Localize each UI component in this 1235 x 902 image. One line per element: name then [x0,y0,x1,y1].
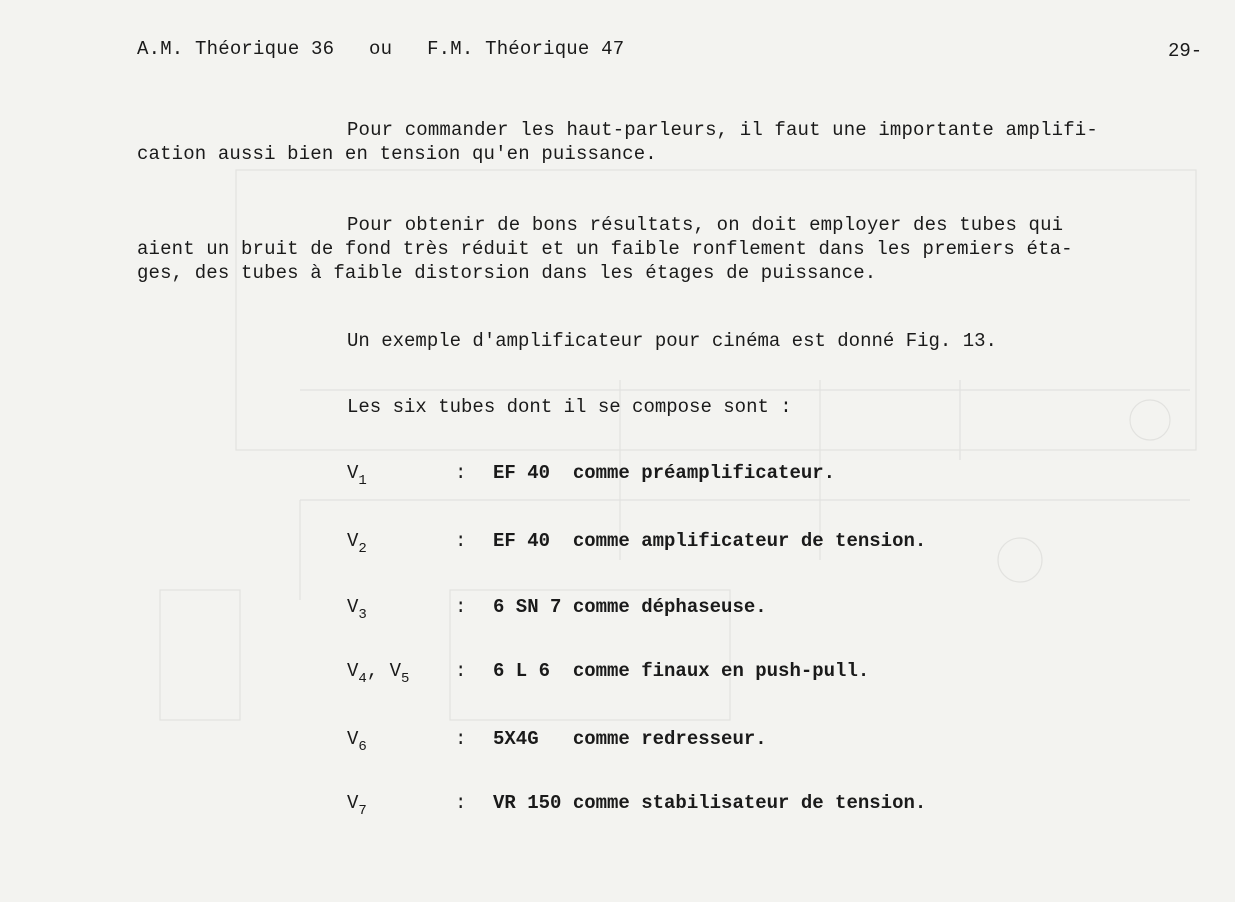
tube-colon: : [455,462,467,484]
tube-description: VR 150 comme stabilisateur de tension. [493,792,927,814]
tube-list-item [347,462,836,492]
tube-colon: : [455,530,467,552]
tube-label: $V_2$ [347,530,367,557]
tube-description: 6 SN 7 comme déphaseuse. [493,596,767,618]
tube-description: EF 40 comme amplificateur de tension. [493,530,927,552]
running-header [137,38,624,60]
paragraph-2 [137,213,1212,285]
paragraph-1 [137,118,1212,166]
tube-colon: : [455,792,467,814]
paragraph-line: cation aussi bien en tension qu'en puissance. [137,143,657,165]
header-course-fm: F.M. Théorique 47 [427,38,625,60]
tube-label: $V_7$ [347,792,367,819]
tube-colon: : [455,660,467,682]
tube-list-item [347,792,927,822]
paragraph-line: ges, des tubes à faible distorsion dans les étages de puissance. [137,262,877,284]
figure-reference-line: Un exemple d'amplificateur pour cinéma est donné Fig. 13. [347,330,997,352]
tube-list-item [347,596,767,626]
header-separator: ou [369,38,393,60]
tube-list-item [347,530,927,560]
paragraph-line: aient un bruit de fond très réduit et un faible ronflement dans les premiers éta- [137,238,1073,260]
tube-label: $V_4$, $V_5$ [347,660,410,687]
tube-colon: : [455,728,467,750]
tube-label: $V_6$ [347,728,367,755]
paragraph-line: Pour commander les haut-parleurs, il faut une importante amplifi- [347,119,1098,141]
header-course-am: A.M. Théorique 36 [137,38,335,60]
tube-description: 6 L 6 comme finaux en push-pull. [493,660,870,682]
tube-description: EF 40 comme préamplificateur. [493,462,836,484]
tube-list-item [347,660,870,690]
paragraph-line: Pour obtenir de bons résultats, on doit employer des tubes qui [347,214,1064,236]
tube-list-item [347,728,767,758]
tube-list-intro: Les six tubes dont il se compose sont : [347,396,792,418]
tube-label: $V_1$ [347,462,367,489]
page-number: 29- [1168,40,1203,62]
tube-label: $V_3$ [347,596,367,623]
tube-colon: : [455,596,467,618]
tube-description: 5X4G comme redresseur. [493,728,767,750]
